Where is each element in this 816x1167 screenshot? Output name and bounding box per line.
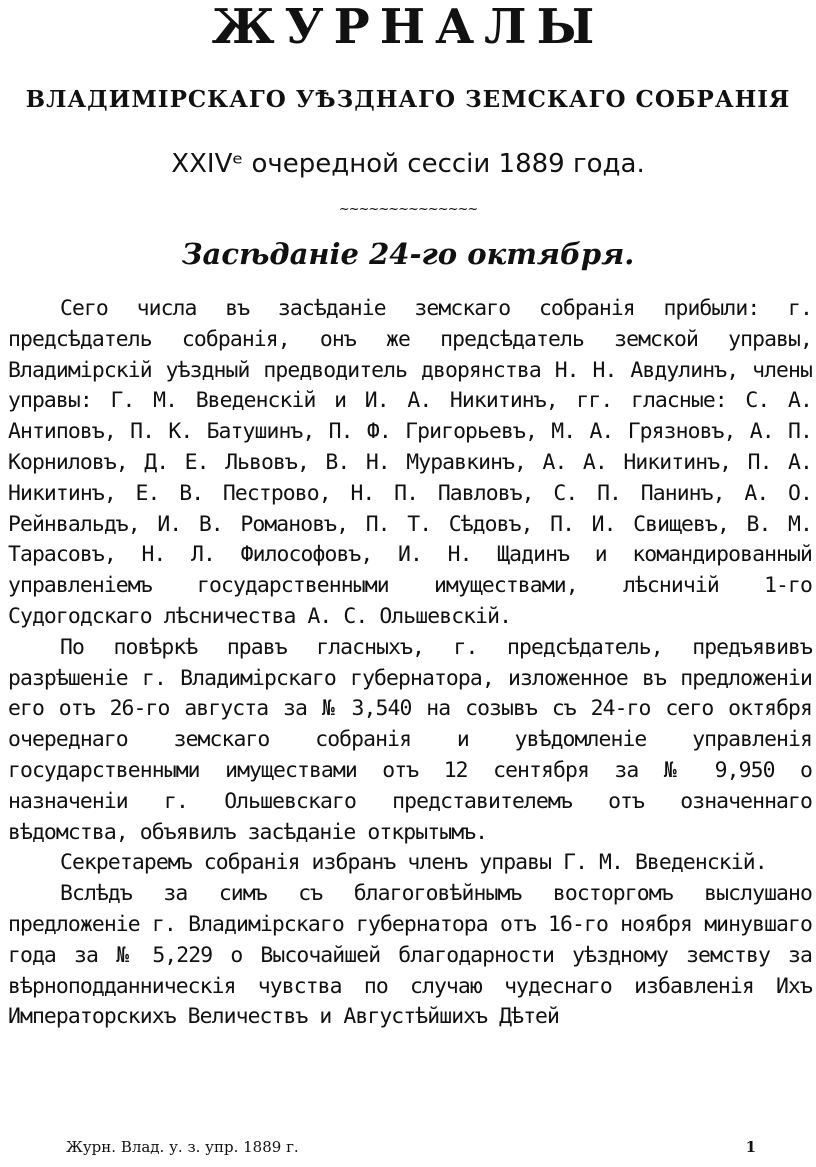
paragraph-secretary: Секретаремъ собранія избранъ членъ управы Г. М. Введенскій. (60, 850, 767, 876)
session-line: XXIVᵉ очередной сессіи 1889 года. (171, 149, 645, 179)
document-subtitle: ВЛАДИМІРСКАГО УѢЗДНАГО ЗЕМСКАГО СОБРАНІЯ (25, 86, 791, 113)
page-number: 1 (745, 1138, 756, 1156)
paragraph-attendance: Сего числа въ засѣданіе земскаго собранія прибыли: г. предсѣдатель собранія, онъ же предсѣдатель земской управы, Владимірскій уѣздный предводитель дворянства Н. Н. Авдулинъ, члены управы: Г. М. Введенскій и И. А. Никитинъ, гг. гласные: С. А. Антиповъ, П. К. Батушинъ, П. Ф. Григорьевъ, М. А. Грязновъ, А. П. Корниловъ, Д. Е. Львовъ, В. Н. Муравкинъ, А. А. Никитинъ, П. А. Никитинъ, Е. В. Пестрово, Н. П. Павловъ, С. П. Панинъ, А. О. Рейнвальдъ, И. В. Романовъ, П. Т. Сѣдовъ, П. И. Свищевъ, В. М. Тарасовъ, Н. Л. Философовъ, И. Н. Щадинъ и командированный управленіемъ государственными имуществами, лѣсничій 1-го Судогодскаго лѣсничества А. С. Ольшевскій. (8, 296, 812, 629)
paragraph-opening: По повѣркѣ правъ гласныхъ, г. предсѣдатель, предъявивъ разрѣшеніе г. Владимірскаго губернатора, изложенное въ предложеніи его отъ 26-го августа за № 3,540 на созывъ съ 24-го сего октября очереднаго земскаго собранія и увѣдомленіе управленія государственными имуществами отъ 12 сентября за № 9,950 о назначеніи г. Ольшевскаго представителемъ отъ означеннаго вѣдомства, объявилъ засѣданіе открытымъ. (8, 634, 812, 845)
section-heading: Засѣданіе 24-го октября. (181, 237, 635, 271)
paragraph-gratitude: Вслѣдъ за симъ съ благоговѣйнымъ восторгомъ выслушано предложеніе г. Владимірскаго губернатора отъ 16-го ноября минувшаго года за № 5,229 о Высочайшей благодарности уѣздному земству за вѣрноподданническія чувства по случаю чудеснаго избавленія Ихъ Императорскихъ Величествъ и Августѣйшихъ Дѣтей (8, 881, 812, 1030)
document-title: ЖУРНАЛЫ (211, 0, 605, 55)
body-text (8, 294, 812, 1033)
footer-journal: Журн. Влад. у. з. упр. 1889 г. (66, 1138, 299, 1156)
ornament-divider: ~~~~~~~~~~~~~~ (338, 202, 478, 217)
